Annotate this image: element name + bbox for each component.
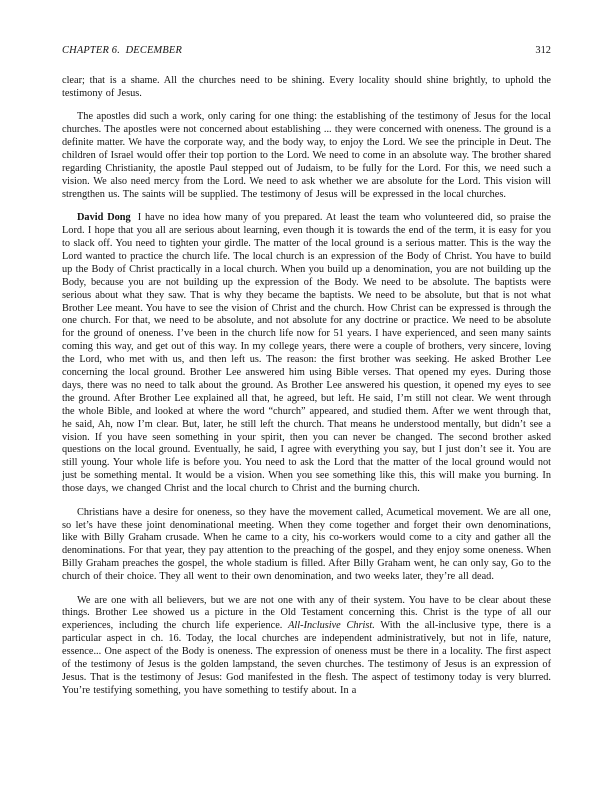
paragraph bbox=[62, 212, 551, 496]
speaker-name: David Dong bbox=[77, 212, 131, 224]
chapter-header: CHAPTER 6. DECEMBER bbox=[62, 45, 183, 56]
page-body bbox=[62, 75, 551, 698]
paragraph bbox=[62, 75, 551, 101]
text-run: All-Inclusive Christ. bbox=[288, 620, 375, 632]
paragraph bbox=[62, 507, 551, 584]
text-run: We are one with all believers, but we are not one with any of their system. You have to be clear about these things. Brother Lee showed us a picture in the Old Testament concerning this. Christ is the type of all our experiences, including the church life experience. bbox=[62, 594, 551, 632]
text-run: Christians have a desire for oneness, so they have the movement called, Acumetical movement. We are all one, so let’s have these joint denominational meeting. When they come together and forget their own denominations, like with Billy Graham crusade. When he came to a city, his co-workers would come to a city and gather all the denominations. For that year, they pay attention to the preaching of the gospel, and they enjoy some oneness. When Billy Graham preaches the gospel, the whole stadium is filled. After Billy Graham went, he can only say, Go to the church of their choice. They all went to their own denomination, and two weeks later, they’re all dead. bbox=[62, 506, 551, 583]
page-number: 312 bbox=[535, 45, 551, 56]
text-run: clear; that is a shame. All the churches need to be shining. Every locality should shine brightly, to uphold the testimony of Jesus. bbox=[62, 75, 551, 99]
text-run: I have no idea how many of you prepared. At least the team who volunteered did, so praise the Lord. I hope that you all are serious about learning, even though it is towards the end of the term, it is easy for you to slack off. You need to tighten your girdle. The matter of the local ground is a serious matter. This is the way the Lord wanted to practice the church life. The local church is an expression of the Body of Christ. You have to build up the Body of Christ practically in a local church. When you build up a denomination, you are not building up the Body, because you are not building up the expression of the Body. We need to be absolute. The baptists were serious about what they saw. That is why they became the baptists. We need to be absolute, but that is not what Brother Lee meant. You have to see the vision of Christ and the church. How Christ can be expressed is through the one church. For that, we need to be absolute, and not absolute for any doctrine or practice. We need to be absolute for the ground of oneness. I’ve been in the church life now for 51 years. I have experienced, and seen many saints coming this way, and get out of this way. In my college years, there were a couple of brothers, very sincere, loving the Lord, who met with us, and then left us. The reason: the first brother was seeking. He asked Brother Lee concerning the local ground. Brother Lee answered him using Bible verses. That opened my eyes. During those days, there was no need to talk about the ground. As Brother Lee answered his question, it opened my eyes to see the ground. After Brother Lee explained all that, he agreed, but left. He said, I’m still not clear. We went through the whole Bible, and looked at where the word “church” appeared, and studied them. After we went through that, he said, Ah, now I’m clear. But, later, he still left the church. That means he understood mentally, but didn’t see a vision. If you have seen something in your spirit, then you can never be changed. The second brother asked questions on the local ground. Eventually, he said, I agree with everything you say, but I just don’t see it. You are still young. Your whole life is before you. You need to ask the Lord that the matter of the local ground would not just be something mental. It would be a vision. When you see something like this, this will make you burning. In those days, we changed Christ and the local church to Christ and the burning church. bbox=[62, 212, 552, 495]
text-run: The apostles did such a work, only caring for one thing: the establishing of the testimony of Jesus for the local churches. The apostles were not concerned about establishing ... they were concerned with oneness. The ground is a definite matter. We have the corporate way, and the body way, to enjoy the Lord. We see the principle in Deut. The children of Israel would offer their top portion to the Lord. We need to come in an absolute way. The brother shared regarding Christianity, the apostle Paul stepped out of Judaism, to be fully for the Lord. For this, we need such a vision. We also need mercy from the Lord. We need to ask whether we are absolute for the Lord. This vision will strengthen us. The saints will be supplied. The testimony of Jesus will be expressed in the local churches. bbox=[62, 111, 551, 200]
paragraph bbox=[62, 111, 551, 201]
text-run: With the all-inclusive type, there is a particular aspect in ch. 16. Today, the local churches are independent administratively, but not in life, nature, essence... One aspect of the Body is oneness. The expression of oneness must be there in a locality. The first aspect of the testimony of Jesus is the golden lampstand, the seven churches. The testimony of Jesus is an expression of Jesus. That is the testimony of Jesus: God manifested in the flesh. The aspect of testimony today is very blurred. You’re testifying something, you have something to testify about. In a bbox=[62, 620, 551, 696]
paragraph bbox=[62, 595, 551, 698]
running-header bbox=[62, 45, 551, 57]
